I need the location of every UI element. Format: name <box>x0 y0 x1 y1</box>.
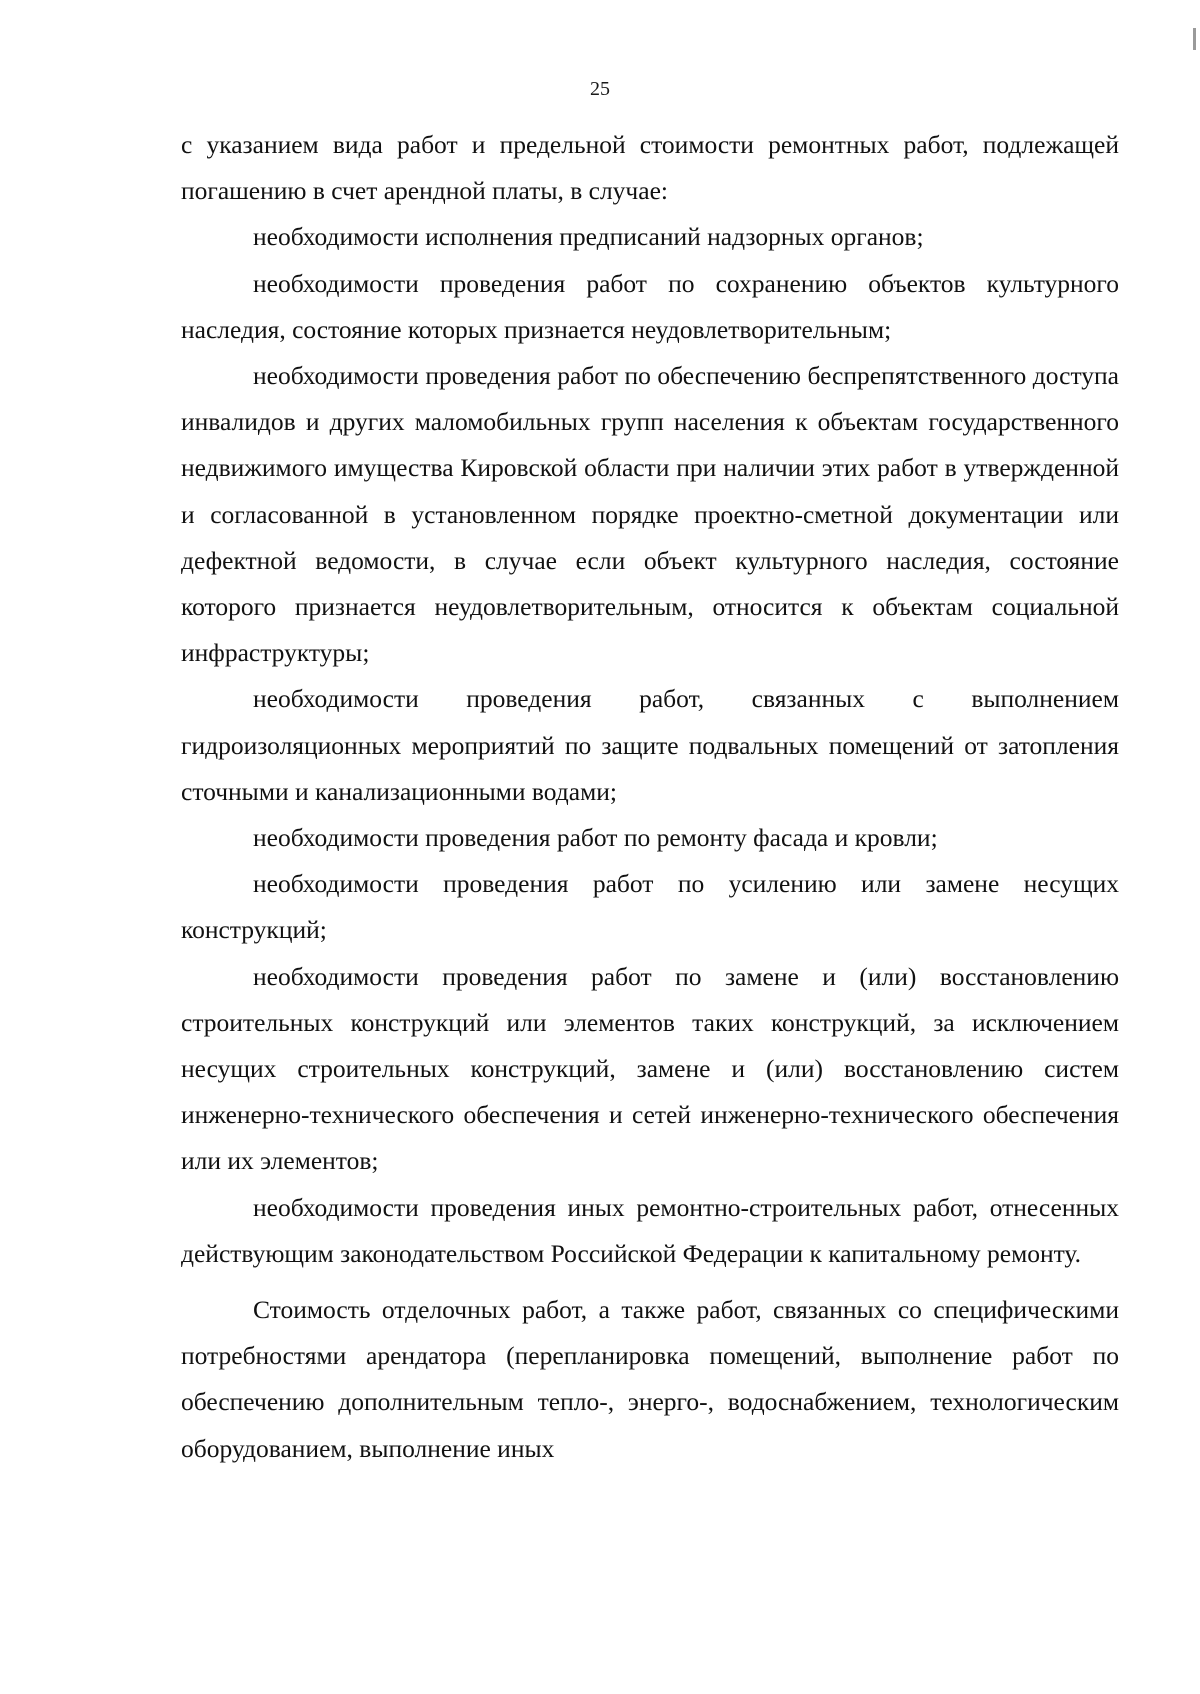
paragraph-10: Стоимость отделочных работ, а также работ, связанных со специфическими потребностями арендатора (перепланировка помещений, выполнение работ по обеспечению дополнительным тепло-, энерго-, водоснабжением, технологическим оборудованием, выполнение иных <box>181 1295 1119 1463</box>
paragraph-1: с указанием вида работ и предельной стоимости ремонтных работ, подлежащей погашению в счет арендной платы, в случае: <box>181 130 1119 206</box>
page-number: 25 <box>590 78 610 100</box>
paragraph-9: необходимости проведения иных ремонтно-строительных работ, отнесенных действующим законодательством Российской Федерации к капитальному ремонту. <box>181 1192 1119 1268</box>
paragraph-2: необходимости исполнения предписаний надзорных органов; <box>253 222 924 252</box>
paragraph-8: необходимости проведения работ по замене и (или) восстановлению строительных конструкций или элементов таких конструкций, за исключением несущих строительных конструкций, замене и (или) восстановлению систем инженерно-технического обеспечения и сетей инженерно-технического обеспечения или их элементов; <box>181 961 1119 1176</box>
paragraph-6: необходимости проведения работ по ремонту фасада и кровли; <box>253 823 938 853</box>
paragraph-4: необходимости проведения работ по обеспечению беспрепятственного доступа инвалидов и других маломобильных групп населения к объектам государственного недвижимого имущества Кировской области при наличии этих работ в утвержденной и согласованной в установленном порядке проектно-сметной документации или дефектной ведомости, в случае если объект культурного наследия, состояние которого признается неудовлетворительным, относится к объектам социальной инфраструктуры; <box>181 361 1119 668</box>
paragraph-7: необходимости проведения работ по усилению или замене несущих конструкций; <box>181 869 1119 945</box>
paragraph-3: необходимости проведения работ по сохранению объектов культурного наследия, состояние которых признается неудовлетворительным; <box>181 268 1119 344</box>
scan-edge-mark <box>1193 28 1196 50</box>
document-text <box>181 122 1119 1472</box>
paragraph-5: необходимости проведения работ, связанных с выполнением гидроизоляционных мероприятий по защите подвальных помещений от затопления сточными и канализационными водами; <box>181 684 1119 806</box>
